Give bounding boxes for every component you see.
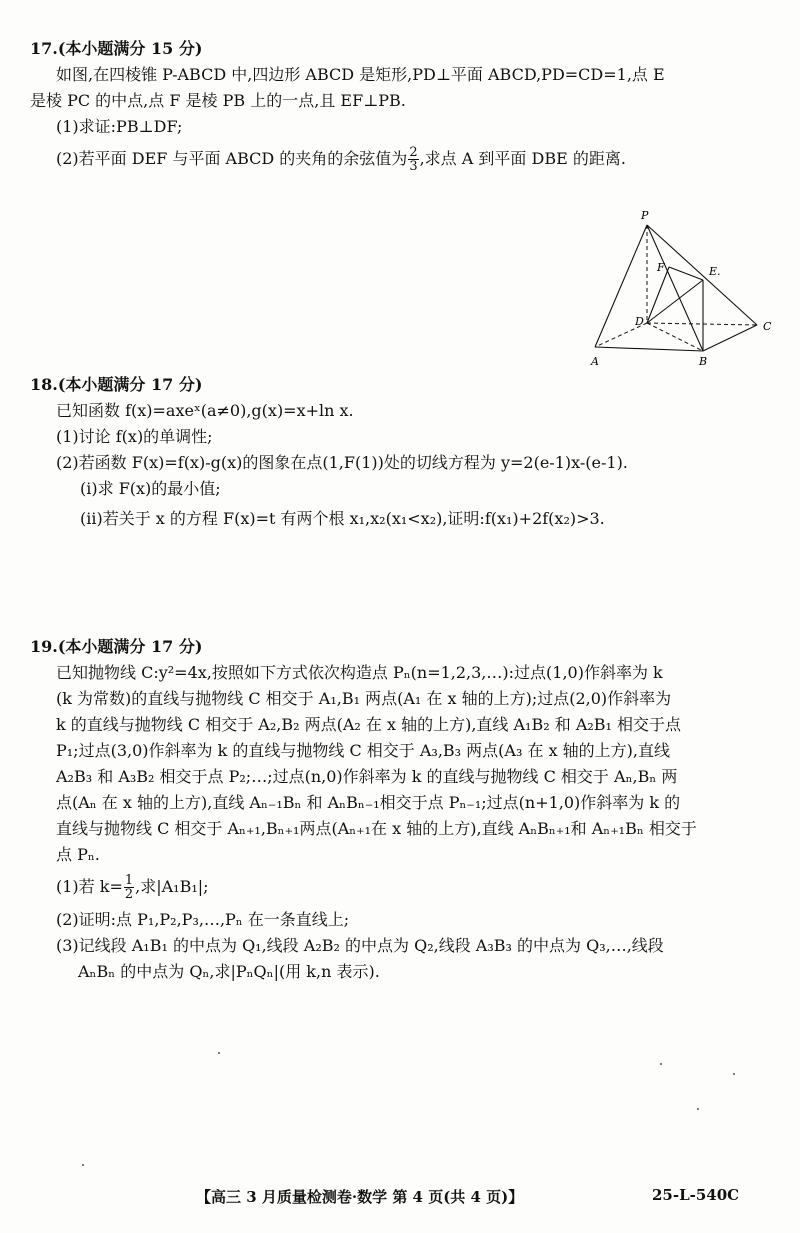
question-17-part-2-text-a: (2)若平面 DEF 与平面 ABCD 的夹角的余弦值为: [56, 149, 408, 168]
question-19-line-5: A₂B₃ 和 A₃B₂ 相交于点 P₂;…;过点(n,0)作斜率为 k 的直线与抛物线 C 相交于 Aₙ,Bₙ 两: [56, 767, 678, 786]
label-A: A: [591, 355, 599, 368]
fraction-denominator: 2: [124, 887, 134, 902]
question-17-part-2: [30, 146, 775, 173]
question-19-line-8: 点 Pₙ.: [56, 845, 100, 864]
scan-speck: [660, 1063, 662, 1065]
question-19-part-1-text-a: (1)若 k=: [56, 877, 123, 896]
question-19-line-7: 直线与抛物线 C 相交于 Aₙ₊₁,Bₙ₊₁两点(Aₙ₊₁在 x 轴的上方),直线 AₙBₙ₊₁和 Aₙ₊₁Bₙ 相交于: [56, 819, 697, 838]
scan-speck: [218, 1052, 220, 1054]
question-18-part-2-i: (ⅰ)求 F(x)的最小值;: [80, 479, 221, 498]
question-19-line-4: P₁;过点(3,0)作斜率为 k 的直线与抛物线 C 相交于 A₃,B₃ 两点(A₃ 在 x 轴的上方),直线: [56, 741, 671, 760]
footer-title: 【高三 3 月质量检测卷·数学 第 4 页(共 4 页)】: [196, 1188, 524, 1206]
footer-code: 25-L-540C: [652, 1186, 740, 1204]
question-19-part-2: (2)证明:点 P₁,P₂,P₃,…,Pₙ 在一条直线上;: [56, 910, 350, 929]
question-19-line-1: 已知抛物线 C:y²=4x,按照如下方式依次构造点 Pₙ(n=1,2,3,…):过点(1,0)作斜率为 k: [56, 663, 663, 682]
question-18-part-1: (1)讨论 f(x)的单调性;: [56, 427, 213, 446]
fraction-one-half: [124, 874, 134, 901]
question-19-line-2: (k 为常数)的直线与抛物线 C 相交于 A₁,B₁ 两点(A₁ 在 x 轴的上方);过点(2,0)作斜率为: [56, 689, 672, 708]
question-18-part-2: (2)若函数 F(x)=f(x)-g(x)的图象在点(1,F(1))处的切线方程为 y=2(e-1)x-(e-1).: [56, 453, 628, 472]
fraction-denominator: 3: [409, 159, 418, 174]
fraction-numerator: 1: [124, 873, 134, 888]
fraction-two-thirds: [408, 146, 418, 173]
label-F: F: [657, 261, 665, 274]
question-18: [30, 372, 775, 532]
fraction-numerator: 2: [409, 145, 418, 160]
label-C: C: [763, 320, 772, 333]
question-19-heading: 19.(本小题满分 17 分): [30, 637, 203, 656]
scan-speck: [733, 1073, 735, 1075]
question-18-stem: 已知函数 f(x)=axeˣ(a≠0),g(x)=x+ln x.: [56, 401, 354, 420]
question-18-part-2-ii: (ⅱ)若关于 x 的方程 F(x)=t 有两个根 x₁,x₂(x₁<x₂),证明:f(x₁)+2f(x₂)>3.: [80, 509, 605, 528]
scan-speck: [82, 1164, 84, 1166]
question-18-heading: 18.(本小题满分 17 分): [30, 375, 203, 394]
label-B: B: [699, 355, 708, 368]
question-17-stem-line-1: 如图,在四棱锥 P-ABCD 中,四边形 ABCD 是矩形,PD⊥平面 ABCD,PD=CD=1,点 E: [56, 65, 665, 84]
question-19-part-3-line-2: AₙBₙ 的中点为 Qₙ,求|PₙQₙ|(用 k,n 表示).: [78, 962, 380, 981]
question-17-part-1: (1)求证:PB⊥DF;: [56, 117, 183, 136]
question-19-part-3-line-1: (3)记线段 A₁B₁ 的中点为 Q₁,线段 A₂B₂ 的中点为 Q₂,线段 A₃B₃ 的中点为 Q₃,…,线段: [56, 936, 664, 955]
label-E: E.: [709, 265, 721, 278]
label-P: P: [641, 209, 649, 222]
question-19-part-1: [30, 874, 775, 901]
scan-speck: [697, 1108, 699, 1110]
pyramid-figure: [585, 205, 785, 370]
question-19-line-6: 点(Aₙ 在 x 轴的上方),直线 Aₙ₋₁Bₙ 和 AₙBₙ₋₁相交于点 Pₙ₋₁;过点(n+1,0)作斜率为 k 的: [56, 793, 681, 812]
question-17: [30, 36, 775, 173]
question-17-heading: 17.(本小题满分 15 分): [30, 39, 203, 58]
question-17-part-2-text-b: ,求点 A 到平面 DBE 的距离.: [419, 149, 626, 168]
question-17-stem-line-2: 是棱 PC 的中点,点 F 是棱 PB 上的一点,且 EF⊥PB.: [30, 91, 406, 110]
question-19-line-3: k 的直线与抛物线 C 相交于 A₂,B₂ 两点(A₂ 在 x 轴的上方),直线 A₁B₂ 和 A₂B₁ 相交于点: [56, 715, 682, 734]
question-19: [30, 634, 775, 985]
label-D: D: [635, 315, 644, 328]
question-19-part-1-text-b: ,求|A₁B₁|;: [135, 877, 209, 896]
